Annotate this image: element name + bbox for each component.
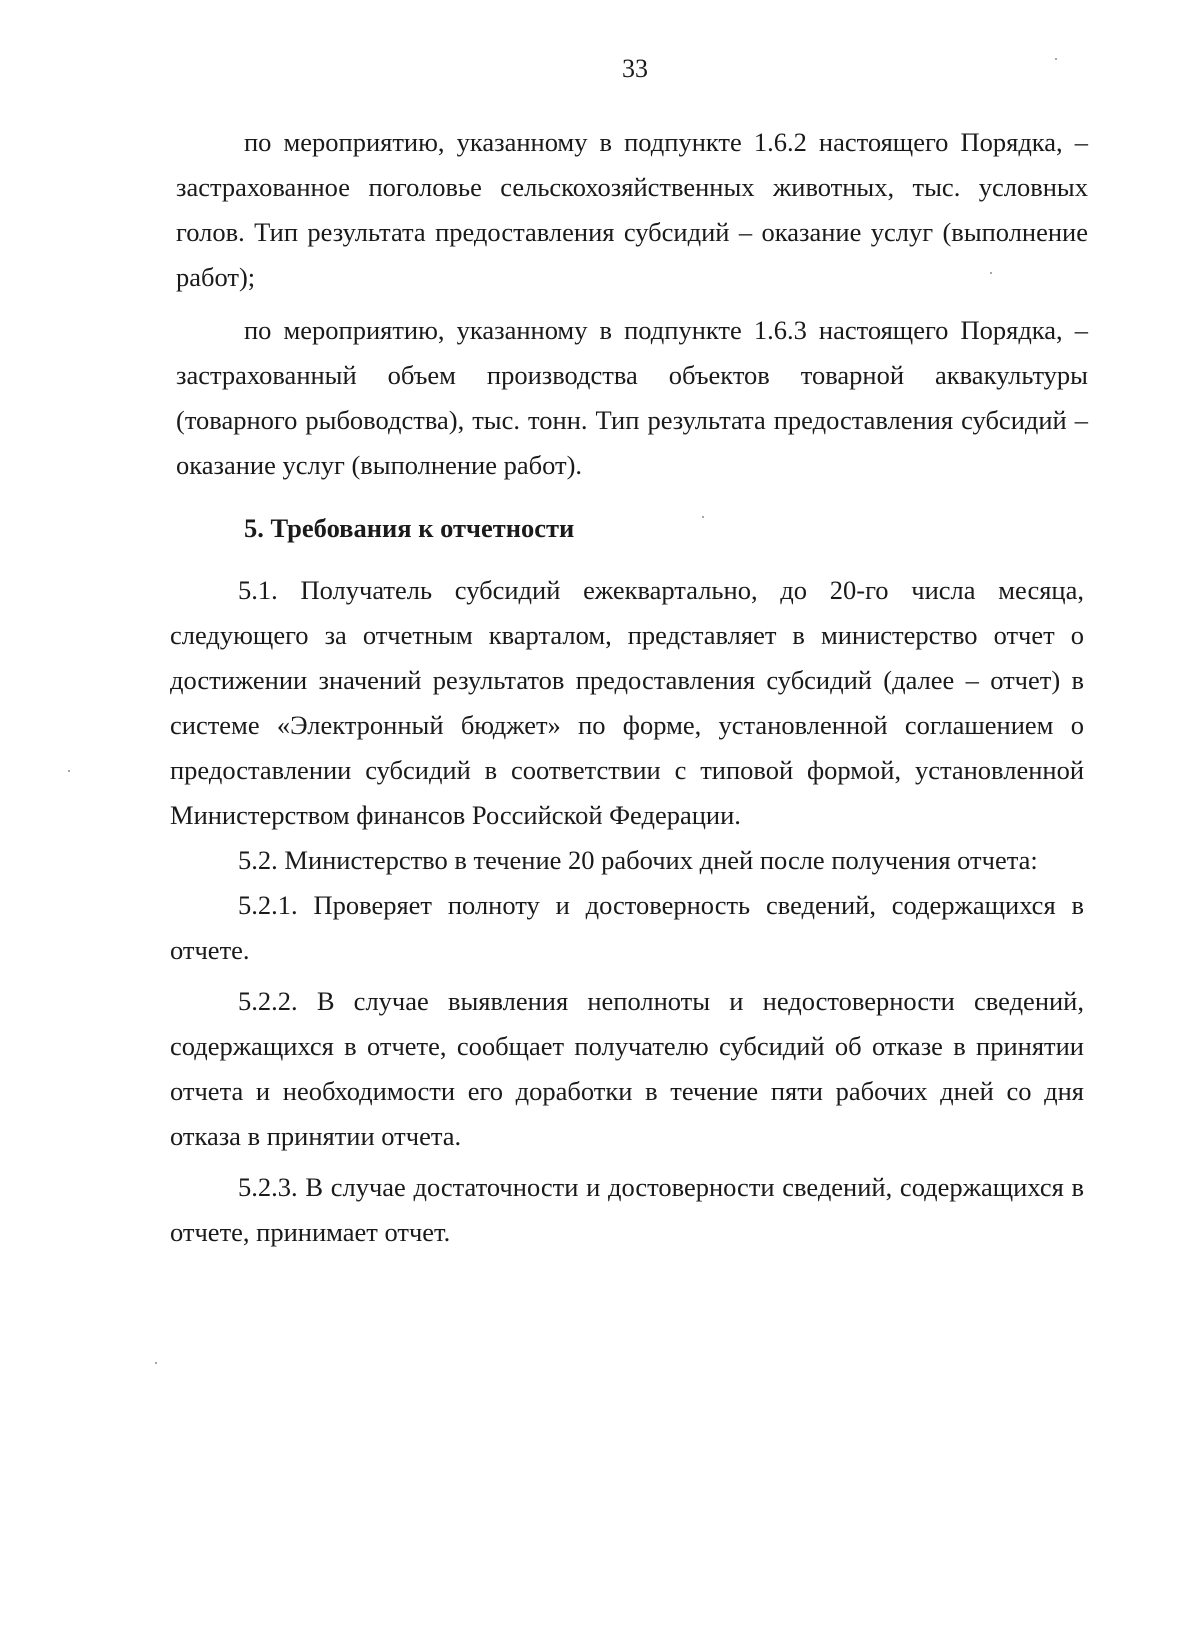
paragraph-item-1-6-3: по мероприятию, указанному в подпункте 1.6.3 настоящего Порядка, – застрахованный объем производства объектов товарной аквакультуры (товарного рыбоводства), тыс. тонн. Тип результата предоставления субсидий – оказание услуг (выполнение работ).: [176, 315, 1088, 480]
scan-speck: [155, 1362, 157, 1364]
scan-speck: [68, 770, 70, 772]
section-text: [170, 568, 1084, 1255]
scan-speck: [990, 272, 992, 274]
paragraph-5-1: 5.1. Получатель субсидий ежеквартально, до 20-го числа месяца, следующего за отчетным кварталом, представляет в министерство отчет о достижении значений результатов предоставления субсидий (далее – отчет) в системе «Электронный бюджет» по форме, установленной соглашением о предоставлении субсидий в соответствии с типовой формой, установленной Министерством финансов Российской Федерации.: [170, 575, 1084, 830]
paragraph-5-2-3: 5.2.3. В случае достаточности и достоверности сведений, содержащихся в отчете, принимает отчет.: [170, 1172, 1084, 1247]
section-heading: 5. Требования к отчетности: [244, 513, 575, 543]
intro-text: [176, 120, 1088, 488]
paragraph-5-2-2: 5.2.2. В случае выявления неполноты и недостоверности сведений, содержащихся в отчете, сообщает получателю субсидий об отказе в принятии отчета и необходимости его доработки в течение пяти рабочих дней со дня отказа в принятии отчета.: [170, 986, 1084, 1151]
paragraph-5-2: 5.2. Министерство в течение 20 рабочих дней после получения отчета:: [238, 845, 1038, 875]
paragraph-item-1-6-2: по мероприятию, указанному в подпункте 1.6.2 настоящего Порядка, – застрахованное поголовье сельскохозяйственных животных, тыс. условных голов. Тип результата предоставления субсидий – оказание услуг (выполнение работ);: [176, 127, 1088, 292]
scan-speck: [702, 516, 704, 518]
paragraph-5-2-1: 5.2.1. Проверяет полноту и достоверность сведений, содержащихся в отчете.: [170, 890, 1084, 965]
scan-speck: [1055, 58, 1057, 60]
page-number: 33: [622, 54, 648, 83]
